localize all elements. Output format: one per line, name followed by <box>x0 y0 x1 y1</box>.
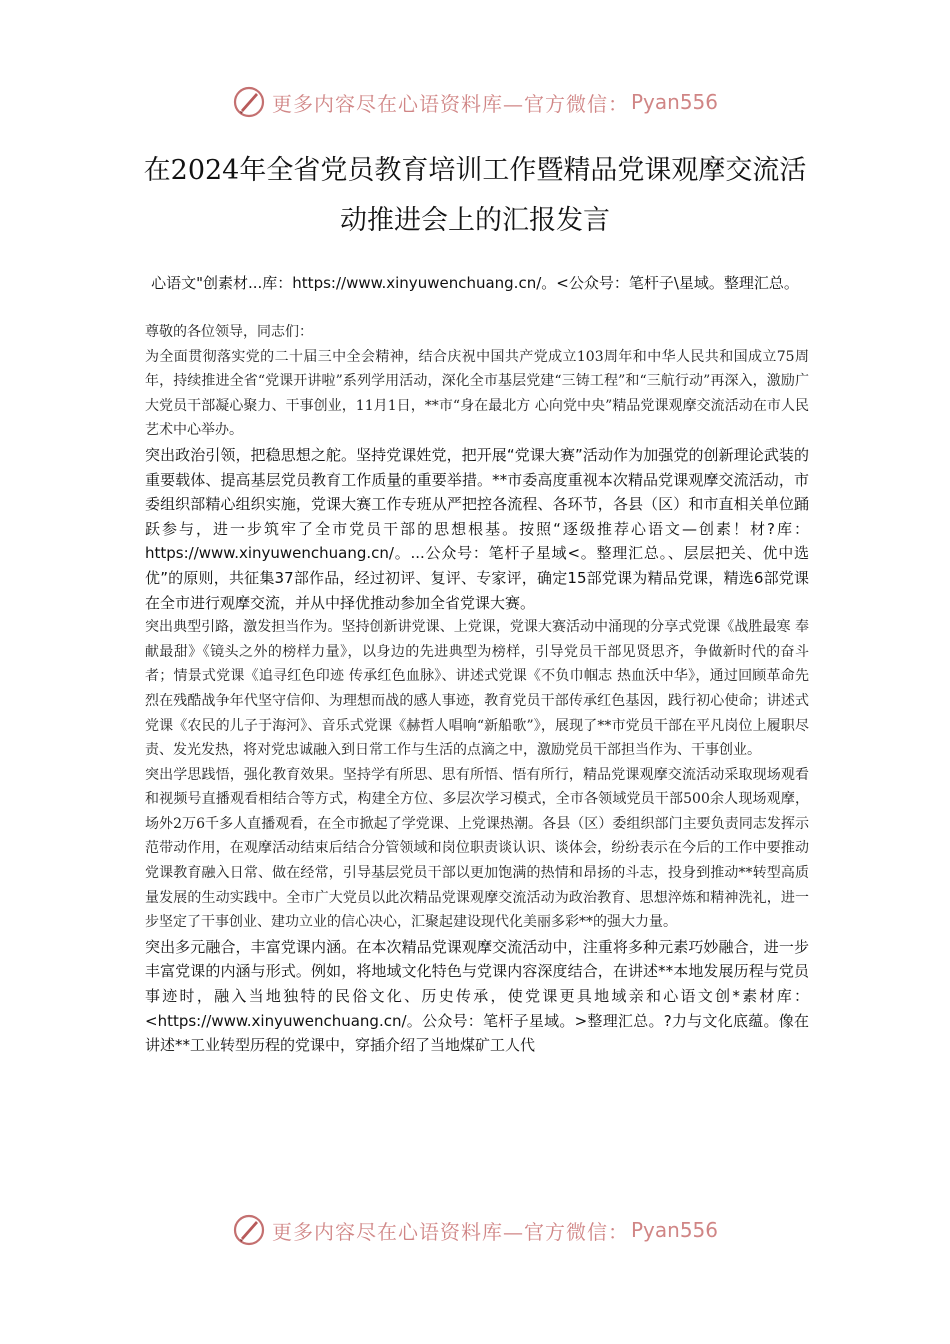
paragraph-typical-examples: 突出典型引路，激发担当作为。坚持创新讲党课、上党课，党课大赛活动中涌现的分享式党课《战胜最寒 奉献最甜》《镜头之外的榜样力量》，以身边的先进典型为榜样，引导党员干部见贤思齐，争做新时代的奋斗者；情景式党课《追寻红色印迹 传承红色血脉》、讲述式党课《不负巾帼志 热血沃中华》，通过回顾革命先烈在残酷战争年代坚守信仰、为理想而战的感人事迹，教育党员干部传承红色基因，践行初心使命；讲述式党课《农民的儿子于海河》、音乐式党课《赫哲人唱响“新船歌”》，展现了**市党员干部在平凡岗位上履职尽责、发光发热，将对党忠诚融入到日常工作与生活的点滴之中，激励党员干部担当作为、干事创业。 <box>145 619 809 759</box>
watermark-text: 更多内容尽在心语资料库—官方微信： <box>271 91 629 116</box>
document-title: 在2024年全省党员教育培训工作暨精品党课观摩交流活动推进会上的汇报发言 <box>143 155 807 236</box>
document-body <box>145 320 809 1190</box>
watermark-wechat-id: Pyan556 <box>630 1218 718 1242</box>
watermark-text: 更多内容尽在心语资料库—官方微信： <box>271 1219 629 1244</box>
watermark-banner-top <box>0 82 950 122</box>
paragraph-intro: 为全面贯彻落实党的二十届三中全会精神，结合庆祝中国共产党成立103周年和中华人民共和国成立75周年，持续推进全省“党课开讲啦”系列学用活动，深化全市基层党建“三铸工程”和“三航行动”再深入，激励广大党员干部凝心聚力、干事创业，11月1日，**市“身在最北方 心向党中央”精品党课观摩交流活动在市人民艺术中心举办。 <box>145 348 809 439</box>
paragraph-political-guidance: 突出政治引领，把稳思想之舵。坚持党课姓党，把开展“党课大赛”活动作为加强党的创新理论武装的重要载体、提高基层党员教育工作质量的重要举措。**市委高度重视本次精品党课观摩交流活动，市委组织部精心组织实施，党课大赛工作专班从严把控各流程、各环节，各县（区）和市直相关单位踊跃参与，进一步筑牢了全市党员干部的思想根基。按照“逐级推荐心语文—创素！材?库：https://www.xinyuwenchuang.cn/。...公众号：笔杆子星域<。整理汇总。、层层把关、优中选优”的原则，共征集37部作品，经过初评、复评、专家评，确定15部党课为精品党课，精选6部党课在全市进行观摩交流，并从中择优推动参加全省党课大赛。 <box>145 445 809 612</box>
quill-logo-icon <box>232 1213 266 1247</box>
source-note: 心语文"创素材...库：https://www.xinyuwenchuang.cn/。<公众号：笔杆子\星域。整理汇总。 <box>151 274 799 292</box>
salutation: 尊敬的各位领导，同志们： <box>145 324 313 340</box>
watermark-banner-bottom <box>0 1210 950 1250</box>
watermark-wechat-id: Pyan556 <box>630 90 718 114</box>
quill-logo-icon <box>232 85 266 119</box>
paragraph-diverse-integration: 突出多元融合，丰富党课内涵。在本次精品党课观摩交流活动中，注重将多种元素巧妙融合，进一步丰富党课的内涵与形式。例如，将地域文化特色与党课内容深度结合，在讲述**本地发展历程与党员事迹时，融入当地独特的民俗文化、历史传承，使党课更具地域亲和心语文创*素材库：<https://www.xinyuwenchuang.cn/。公众号：笔杆子星域。>整理汇总。?力与文化底蕴。像在讲述**工业转型历程的党课中，穿插介绍了当地煤矿工人代 <box>145 937 809 1055</box>
paragraph-learning-effect: 突出学思践悟，强化教育效果。坚持学有所思、思有所悟、悟有所行，精品党课观摩交流活动采取现场观看和视频号直播观看相结合等方式，构建全方位、多层次学习模式，全市各领域党员干部500余人现场观摩，场外2万6千多人直播观看，在全市掀起了学党课、上党课热潮。各县（区）委组织部门主要负责同志发挥示范带动作用，在观摩活动结束后结合分管领域和岗位职责谈认识、谈体会，纷纷表示在今后的工作中要推动党课教育融入日常、做在经常，引导基层党员干部以更加饱满的热情和昂扬的斗志，投身到推动**转型高质量发展的生动实践中。全市广大党员以此次精品党课观摩交流活动为政治教育、思想淬炼和精神洗礼，进一步坚定了干事创业、建功立业的信心决心，汇聚起建设现代化美丽多彩**的强大力量。 <box>145 766 809 931</box>
